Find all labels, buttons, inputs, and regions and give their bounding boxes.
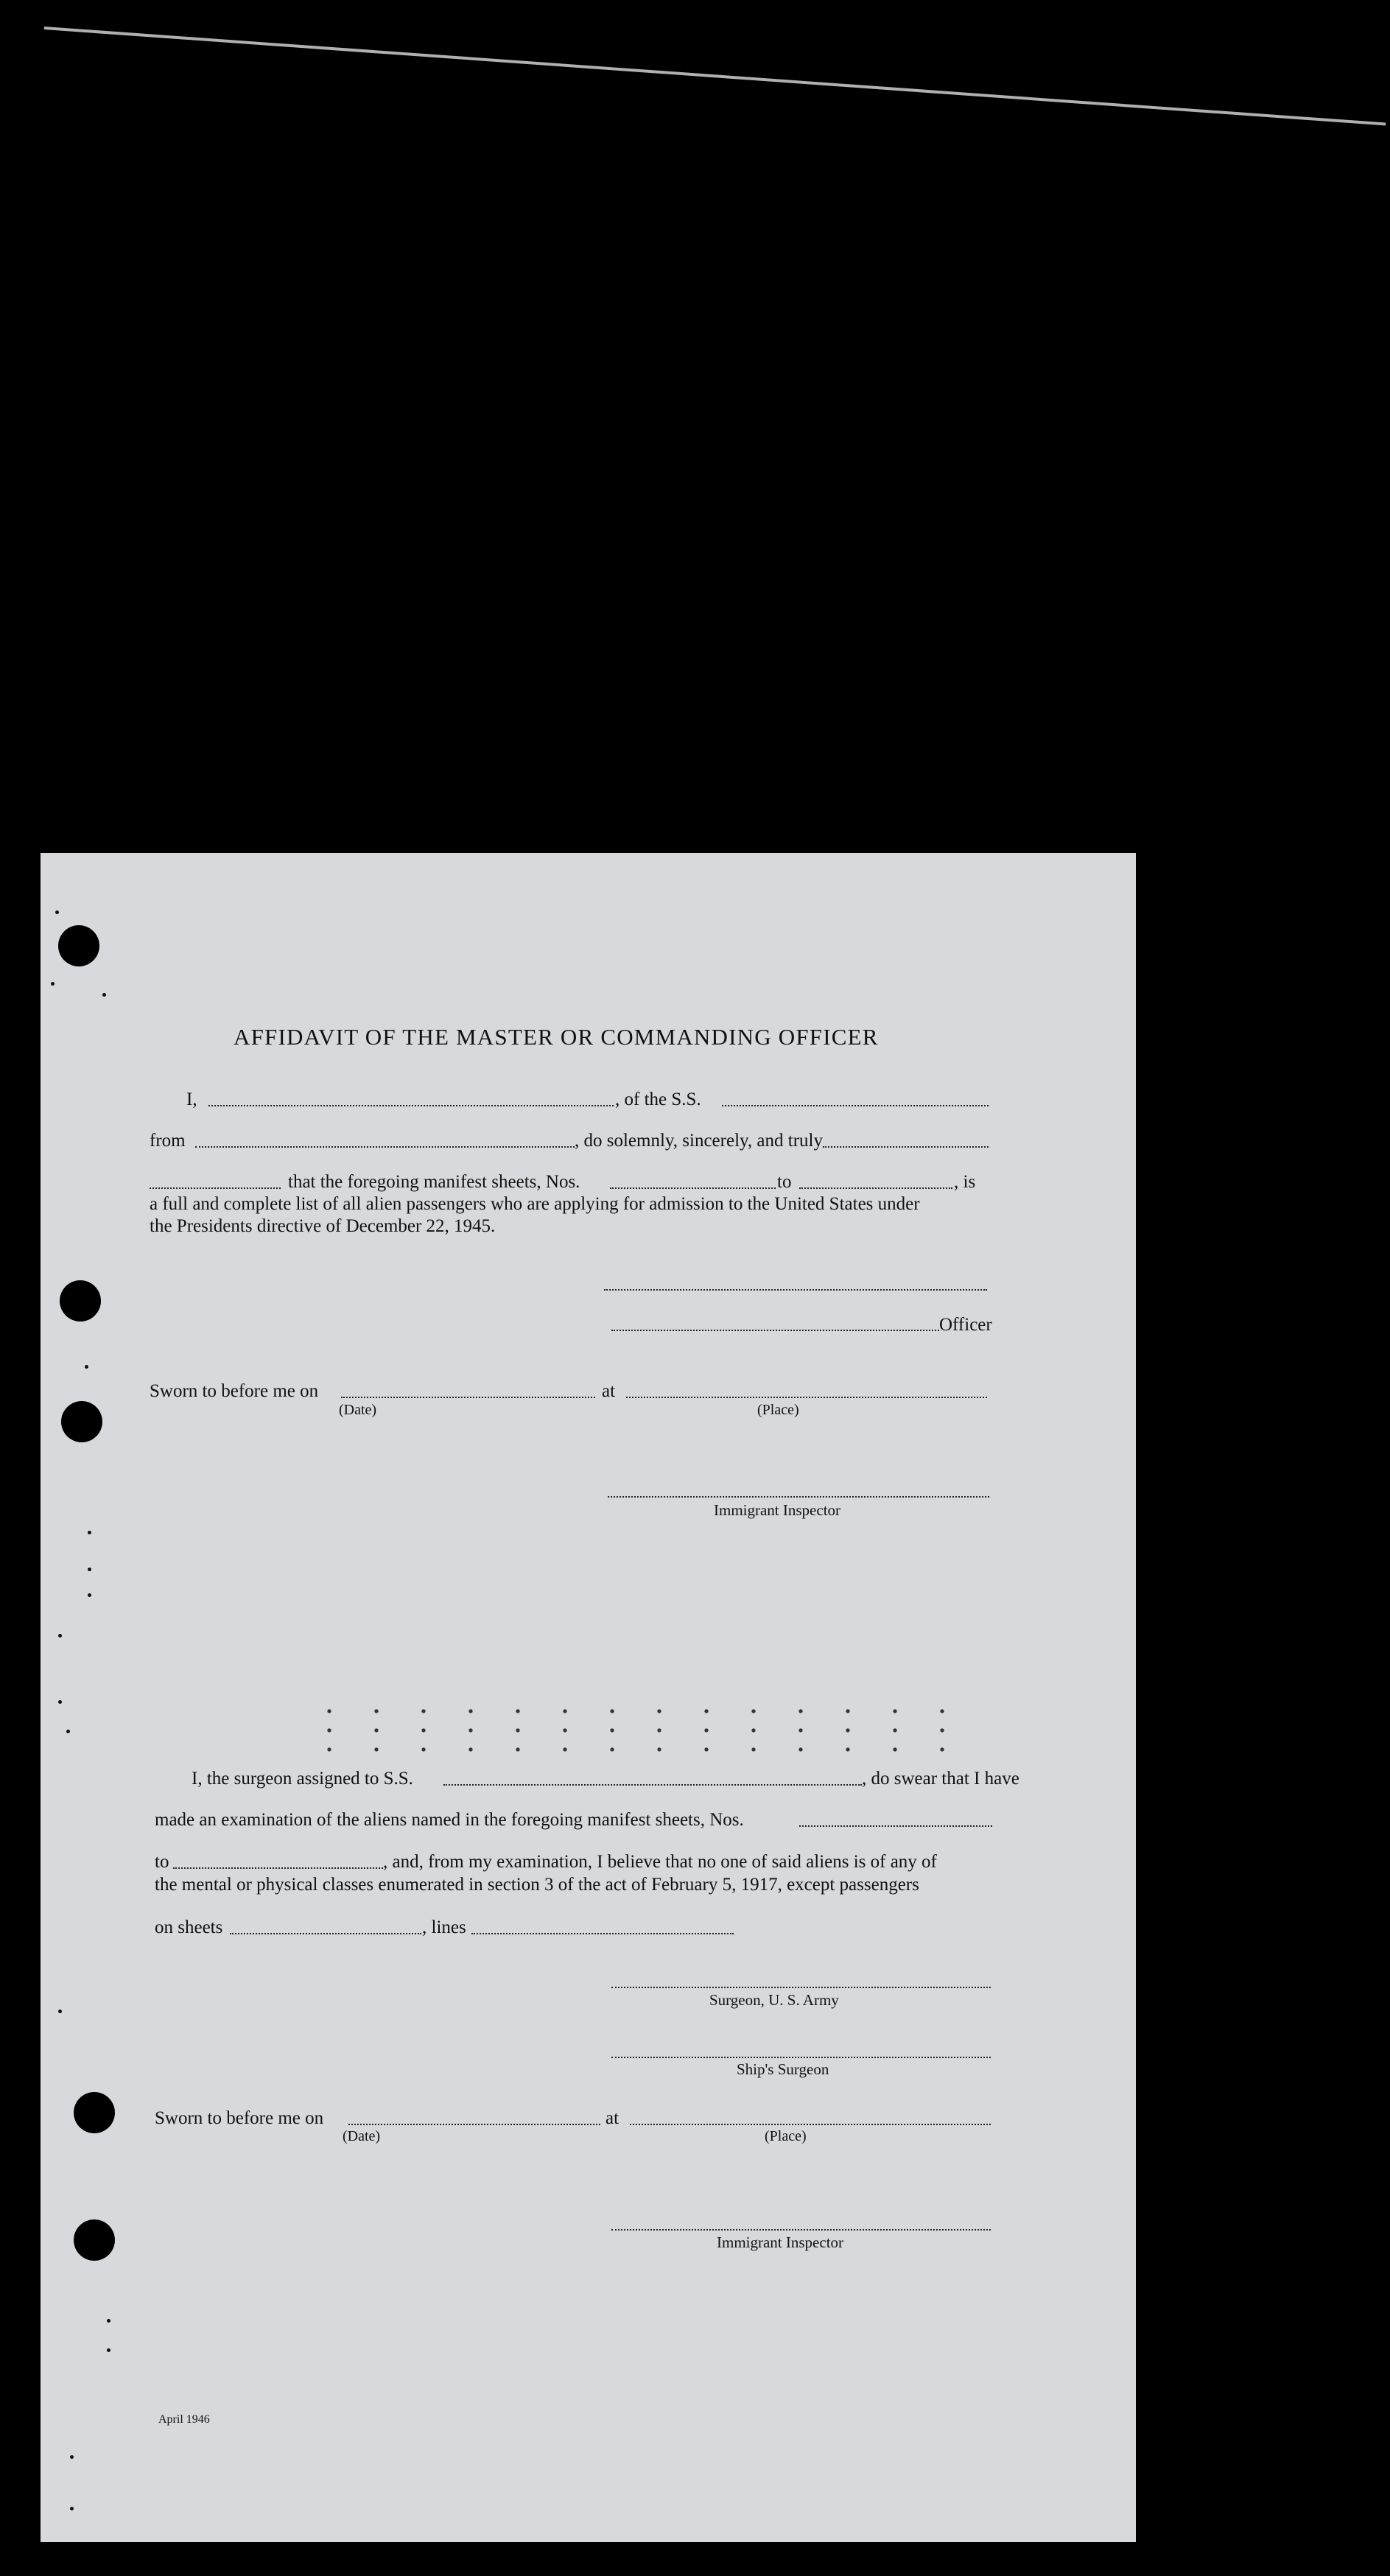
from-label: from xyxy=(150,1131,186,1151)
of-ss-label: , of the S.S. xyxy=(615,1089,701,1109)
to-label: to xyxy=(777,1172,792,1192)
surgeon-ship-blank xyxy=(443,1783,862,1786)
paper-speck xyxy=(58,1700,62,1704)
ship-surgeon-signature-line xyxy=(611,2055,991,2058)
surgeon-at-label: at xyxy=(606,2108,619,2128)
surgeon-place-caption: (Place) xyxy=(765,2128,807,2144)
surgeon-sworn-date-blank xyxy=(348,2122,600,2125)
paper-speck xyxy=(88,1593,91,1597)
ship-surgeon-caption: Ship's Surgeon xyxy=(737,2060,829,2078)
master-statement-line4: a full and complete list of all alien passengers who are applying for admission to the United States under xyxy=(150,1194,920,1214)
sheet-from-blank xyxy=(610,1186,776,1189)
paper-speck xyxy=(58,2010,62,2013)
footer-date: April 1946 xyxy=(158,2413,210,2426)
binder-hole xyxy=(61,1401,102,1442)
inspector-caption: Immigrant Inspector xyxy=(714,1501,841,1519)
sworn-date-blank xyxy=(341,1395,595,1398)
surgeon-sheets-from-blank xyxy=(799,1824,992,1827)
paper-speck xyxy=(88,1531,91,1534)
surgeon-inspector-caption: Immigrant Inspector xyxy=(717,2233,844,2251)
except-lines-blank xyxy=(471,1931,734,1934)
sworn-place-blank xyxy=(626,1395,987,1398)
officer-label: Officer xyxy=(939,1315,992,1335)
affirmation-blank xyxy=(823,1145,989,1148)
surgeon-sworn-place-blank xyxy=(630,2122,991,2125)
form-title: AFFIDAVIT OF THE MASTER OR COMMANDING OFFICER xyxy=(234,1024,879,1050)
ship-name-blank xyxy=(722,1103,989,1106)
inspector-signature-line xyxy=(608,1495,989,1498)
on-sheets-label: on sheets xyxy=(155,1917,223,1937)
manifest-sheets-text: that the foregoing manifest sheets, Nos. xyxy=(288,1172,580,1192)
surgeon-line2: made an examination of the aliens named in the foregoing manifest sheets, Nos. xyxy=(155,1810,744,1830)
date-caption: (Date) xyxy=(339,1402,377,1418)
sworn-label: Sworn to before me on xyxy=(150,1381,319,1401)
binder-hole xyxy=(60,1280,101,1322)
binder-hole xyxy=(74,2092,115,2133)
place-caption: (Place) xyxy=(757,1402,799,1418)
scanner-edge-line xyxy=(44,27,1386,126)
binder-hole xyxy=(58,925,99,966)
paper-speck xyxy=(51,982,55,986)
sheet-to-blank xyxy=(799,1186,952,1189)
affidavit-form-page xyxy=(41,853,1136,2542)
paper-speck xyxy=(85,1365,88,1369)
army-surgeon-signature-line xyxy=(611,1985,991,1988)
separator-dots xyxy=(306,1702,969,1753)
paper-speck xyxy=(70,2455,74,2459)
paper-speck xyxy=(66,1730,70,1733)
master-statement-line5: the Presidents directive of December 22, 1945. xyxy=(150,1216,496,1236)
is-label: , is xyxy=(954,1172,976,1192)
master-signature-line xyxy=(604,1288,987,1291)
surgeon-line1-b: , do swear that I have xyxy=(862,1769,1019,1789)
affirm-word-blank xyxy=(150,1186,281,1189)
paper-speck xyxy=(88,1568,91,1571)
paper-speck xyxy=(107,2348,110,2352)
paper-speck xyxy=(107,2319,110,2323)
surgeon-to-label: to xyxy=(155,1852,169,1872)
officer-signature-line xyxy=(611,1328,939,1331)
paper-speck xyxy=(55,910,59,914)
lines-label: , lines xyxy=(422,1917,466,1937)
surgeon-line3-rest: , and, from my examination, I believe that no one of said aliens is of any of xyxy=(383,1852,937,1872)
surgeon-date-caption: (Date) xyxy=(343,2128,381,2144)
surgeon-sheets-to-blank xyxy=(173,1866,383,1869)
army-surgeon-caption: Surgeon, U. S. Army xyxy=(709,1991,839,2009)
paper-speck xyxy=(102,993,106,997)
at-label: at xyxy=(602,1381,616,1401)
paper-speck xyxy=(58,1634,62,1638)
surgeon-sworn-label: Sworn to before me on xyxy=(155,2108,324,2128)
surgeon-line4: the mental or physical classes enumerated in section 3 of the act of February 5, 1917, except passengers xyxy=(155,1875,919,1895)
surgeon-line1-a: I, the surgeon assigned to S.S. xyxy=(192,1769,413,1789)
binder-hole xyxy=(74,2219,115,2261)
paper-speck xyxy=(70,2507,74,2510)
port-from-blank xyxy=(195,1145,575,1148)
except-sheets-blank xyxy=(230,1931,421,1934)
solemnly-text: , do solemnly, sincerely, and truly xyxy=(575,1131,823,1151)
master-name-blank xyxy=(208,1103,614,1106)
surgeon-inspector-signature-line xyxy=(611,2228,991,2231)
master-i-label: I, xyxy=(186,1089,197,1109)
